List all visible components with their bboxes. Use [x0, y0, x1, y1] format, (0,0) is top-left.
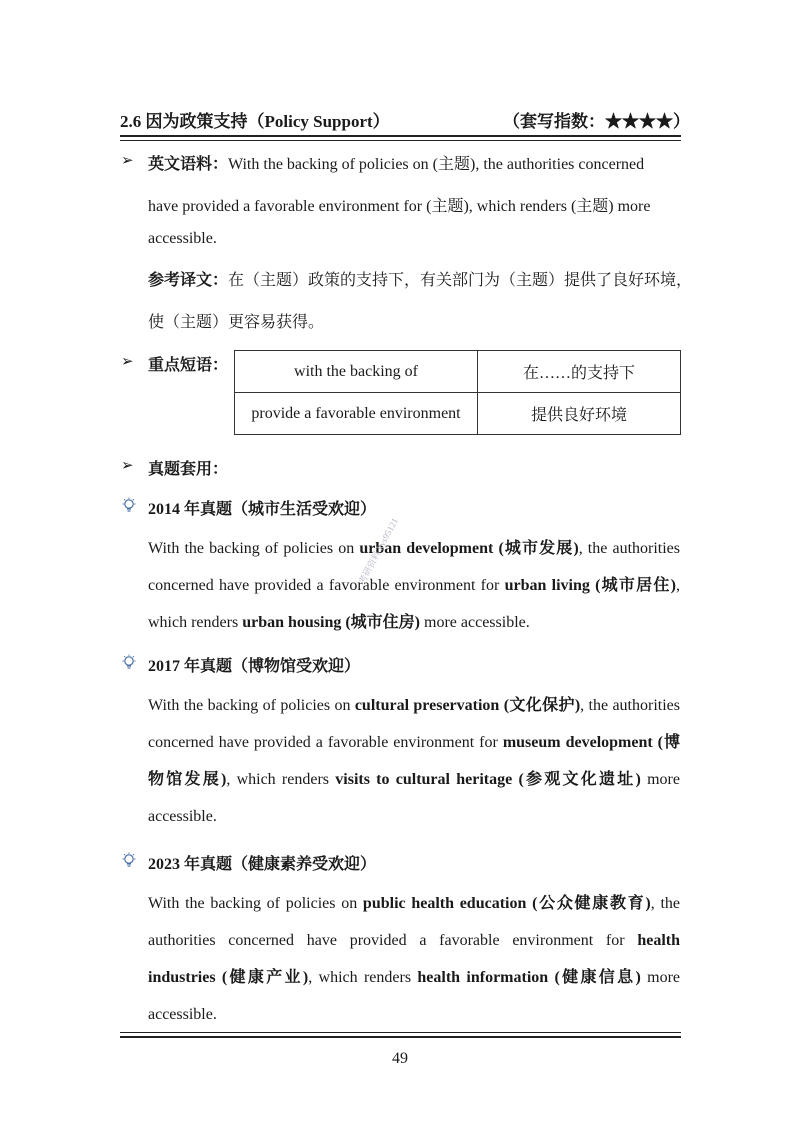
lightbulb-icon: [121, 497, 137, 515]
phrase-en: provide a favorable environment: [235, 393, 478, 435]
text-segment: , which renders: [226, 771, 336, 788]
header-rule-thin: [120, 140, 681, 141]
phrase-zh: 提供良好环境: [478, 393, 681, 435]
example-paragraph: [148, 885, 680, 1033]
bold-phrase: urban living (城市居住): [504, 577, 676, 594]
key-phrases-table: [234, 350, 681, 435]
english-corpus-label: 英文语料：: [148, 156, 229, 173]
reference-translation-line1: 参考译文：在（主题）政策的支持下，有关部门为（主题）提供了良好环境，: [148, 272, 693, 289]
phrase-en: with the backing of: [235, 351, 478, 393]
text-segment: , the authorities concerned have provided a favorable environment for: [148, 697, 680, 751]
reference-translation-label: 参考译文：: [148, 272, 229, 289]
arrow-bullet-icon: ➢: [121, 354, 134, 370]
bold-phrase: health information (健康信息): [417, 969, 641, 986]
arrow-bullet-icon: ➢: [121, 458, 134, 474]
text-segment: With the backing of policies on: [148, 895, 363, 912]
footer-rule-thin: [120, 1032, 681, 1033]
page-number: 49: [392, 1050, 408, 1067]
english-corpus-line3: accessible.: [148, 230, 217, 247]
watermark: 考研资料 kys95121: [356, 516, 400, 586]
example-paragraph: [148, 530, 680, 641]
text-segment: more accessible.: [420, 614, 530, 631]
text-segment: With the backing of policies on: [148, 540, 360, 557]
text-segment: With the backing of policies on: [148, 697, 355, 714]
bold-phrase: urban housing (城市住房): [242, 614, 421, 631]
template-index: （套写指数：★★★★）: [503, 112, 690, 131]
bold-phrase: cultural preservation (文化保护): [354, 697, 581, 714]
text-segment: , which renders: [308, 969, 418, 986]
table-row: [235, 393, 681, 435]
example-title: 2017 年真题（博物馆受欢迎）: [148, 658, 361, 675]
section-title: 2.6 因为政策支持（Policy Support）: [120, 112, 390, 131]
lightbulb-icon: [121, 852, 137, 870]
reference-translation-line2: 使（主题）更容易获得。: [148, 314, 325, 331]
example-paragraph: [148, 687, 680, 835]
key-phrases-label: 重点短语：: [148, 357, 229, 374]
bold-phrase: visits to cultural heritage (参观文化遗址): [335, 771, 641, 788]
footer-rule-thick: [120, 1036, 681, 1038]
phrase-zh: 在……的支持下: [478, 351, 681, 393]
text-segment: , the authorities concerned have provided a favorable environment for: [148, 540, 681, 594]
arrow-bullet-icon: ➢: [121, 153, 134, 169]
text-segment: more accessible.: [148, 969, 681, 1023]
header-rule-thick: [120, 135, 681, 137]
bold-phrase: health industries (健康产业): [148, 932, 680, 986]
exam-usage-label: 真题套用：: [148, 461, 229, 478]
english-corpus-line2: have provided a favorable environment for (主题), which renders (主题) more: [148, 198, 651, 215]
example-title: 2023 年真题（健康素养受欢迎）: [148, 856, 377, 873]
text-segment: , the authorities concerned have provided a favorable environment for: [148, 895, 680, 949]
english-corpus-line1: 英文语料：With the backing of policies on (主题), the authorities concerned: [148, 156, 645, 173]
text-segment: more accessible.: [148, 771, 680, 825]
example-title: 2014 年真题（城市生活受欢迎）: [148, 501, 377, 518]
bold-phrase: urban development (城市发展): [359, 540, 579, 557]
table-row: [235, 351, 681, 393]
bold-phrase: public health education (公众健康教育): [362, 895, 651, 912]
text-segment: , which renders: [148, 577, 680, 631]
bold-phrase: museum development (博物馆发展): [148, 734, 681, 788]
lightbulb-icon: [121, 654, 137, 672]
